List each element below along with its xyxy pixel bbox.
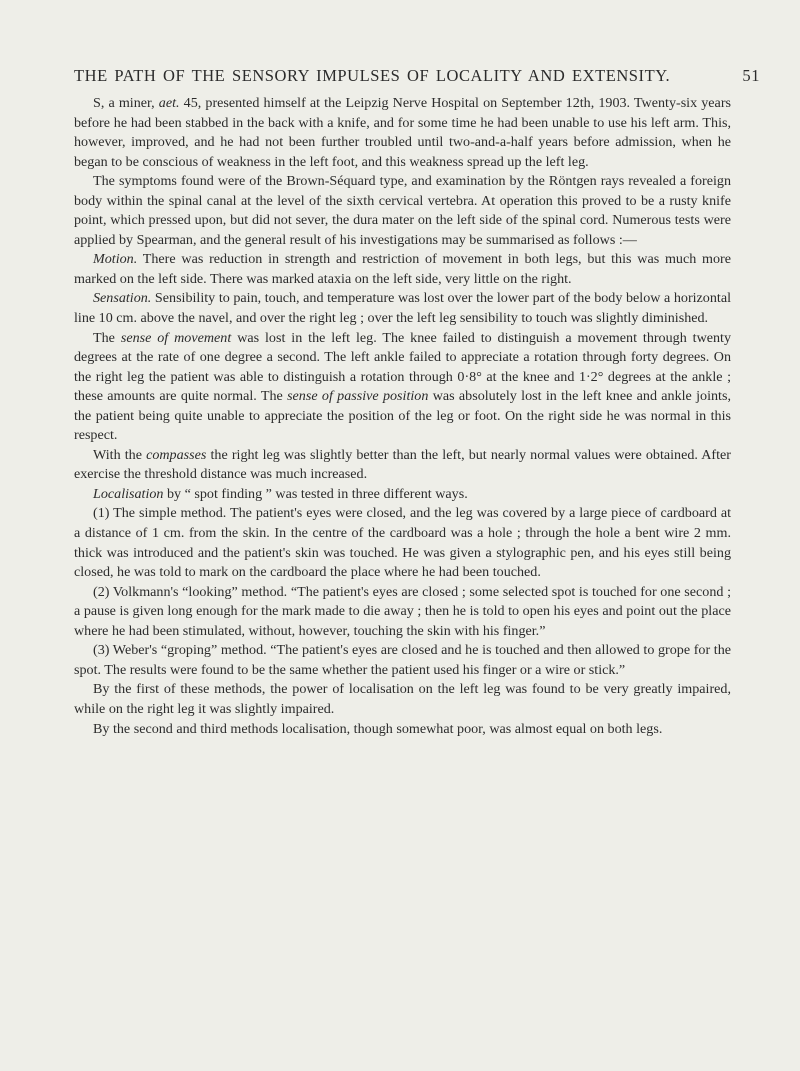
italic-text: Localisation xyxy=(93,485,164,502)
body-text xyxy=(74,94,731,739)
paragraph xyxy=(74,720,731,740)
running-title: THE PATH OF THE SENSORY IMPULSES OF LOCALITY AND EXTENSITY. xyxy=(74,66,671,85)
text-span: (3) Weber's “groping” method. “The patient's eyes are closed and he is touched and then allowed to grope for the spot. The results were found to be the same whether the patient used his finger or a wire or stick.” xyxy=(74,642,731,678)
paragraph xyxy=(74,504,731,582)
italic-text: Motion. xyxy=(93,251,138,268)
text-span: 45, presented himself at the Leipzig Nerve Hospital on September 12th, 1903. Twenty-six years before he had been stabbed in the back with a knife, and for some time he had been unable to use his left arm. This, however, improved, and he had not been further troubled until two-and-a-half years before admission, when he began to be conscious of weakness in the left foot, and this weakness spread up the left leg. xyxy=(74,95,731,170)
paragraph xyxy=(74,641,731,680)
text-span: The symptoms found were of the Brown-Séquard type, and examination by the Röntgen rays revealed a foreign body within the spinal canal at the level of the sixth cervical vertebra. At operation this proved to be a rusty knife point, which pressed upon, but did not sever, the dura mater on the left side of the spinal cord. Numerous tests were applied by Spearman, and the general result of his investigations may be summarised as follows :— xyxy=(74,173,731,248)
paragraph xyxy=(74,329,731,446)
italic-text: sense of movement xyxy=(120,329,232,346)
text-span: (1) The simple method. The patient's eyes were closed, and the leg was covered by a large piece of cardboard at a distance of 1 cm. from the skin. In the centre of the cardboard was a hole ; through the hole a bent wire 2 mm. thick was introduced and the patient's skin was touched. He was given a stylographic pen, and his eyes still being closed, he was told to mark on the cardboard the place where he had been touched. xyxy=(74,505,731,581)
text-span: There was reduction in strength and restriction of movement in both legs, but this was much more marked on the left side. There was marked ataxia on the left side, very little on the right. xyxy=(74,251,731,287)
text-span: the right leg was slightly better than the left, but nearly normal values were obtained. After exercise the threshold distance was much increased. xyxy=(74,446,731,483)
text-span: by “ spot finding ” was tested in three different ways. xyxy=(163,485,468,502)
paragraph xyxy=(74,250,731,289)
text-span: With the xyxy=(93,446,147,463)
paragraph xyxy=(74,289,731,328)
text-span: By the first of these methods, the power of localisation on the left leg was found to be very greatly impaired, while on the right leg it was slightly impaired. xyxy=(74,681,731,717)
text-span: S, a miner, xyxy=(93,95,159,111)
running-header xyxy=(74,66,760,86)
paragraph xyxy=(74,446,731,485)
paragraph xyxy=(74,485,731,505)
paragraph xyxy=(74,583,731,642)
page-number: 51 xyxy=(742,66,760,85)
paragraph xyxy=(74,94,731,172)
paragraph xyxy=(74,680,731,719)
text-span: (2) Volkmann's “looking” method. “The patient's eyes are closed ; some selected spot is touched for one second ; a pause is given long enough for the mark made to die away ; then he is told to open his eyes and point out the place where he had been stimulated, without, however, touching the skin with his finger.” xyxy=(74,583,731,639)
text-span: was absolutely lost in the left knee and ankle joints, the patient being quite unable to appreciate the position of the leg or foot. On the right side he was normal in this respect. xyxy=(74,388,731,444)
text-span: Sensibility to pain, touch, and temperature was lost over the lower part of the body below a horizontal line 10 cm. above the navel, and over the right leg ; over the left leg sensibility to touch was slightly diminished. xyxy=(74,290,731,327)
text-span: The xyxy=(93,329,121,346)
italic-text: compasses xyxy=(146,446,207,463)
paragraph xyxy=(74,172,731,250)
italic-text: Sensation. xyxy=(93,290,152,307)
italic-text: aet. xyxy=(158,95,180,111)
italic-text: sense of passive position xyxy=(287,388,429,405)
text-span: was lost in the left leg. The knee failed to distinguish a movement through twenty degrees at the rate of one degree a second. The left ankle failed to appreciate a rotation through forty degrees. On the right leg the patient was able to distinguish a rotation through 0·8° at the knee and 1·2° degrees at the ankle ; these amounts are quite normal. The xyxy=(74,329,732,405)
text-span: By the second and third methods localisation, though somewhat poor, was almost equal on both legs. xyxy=(93,720,663,737)
